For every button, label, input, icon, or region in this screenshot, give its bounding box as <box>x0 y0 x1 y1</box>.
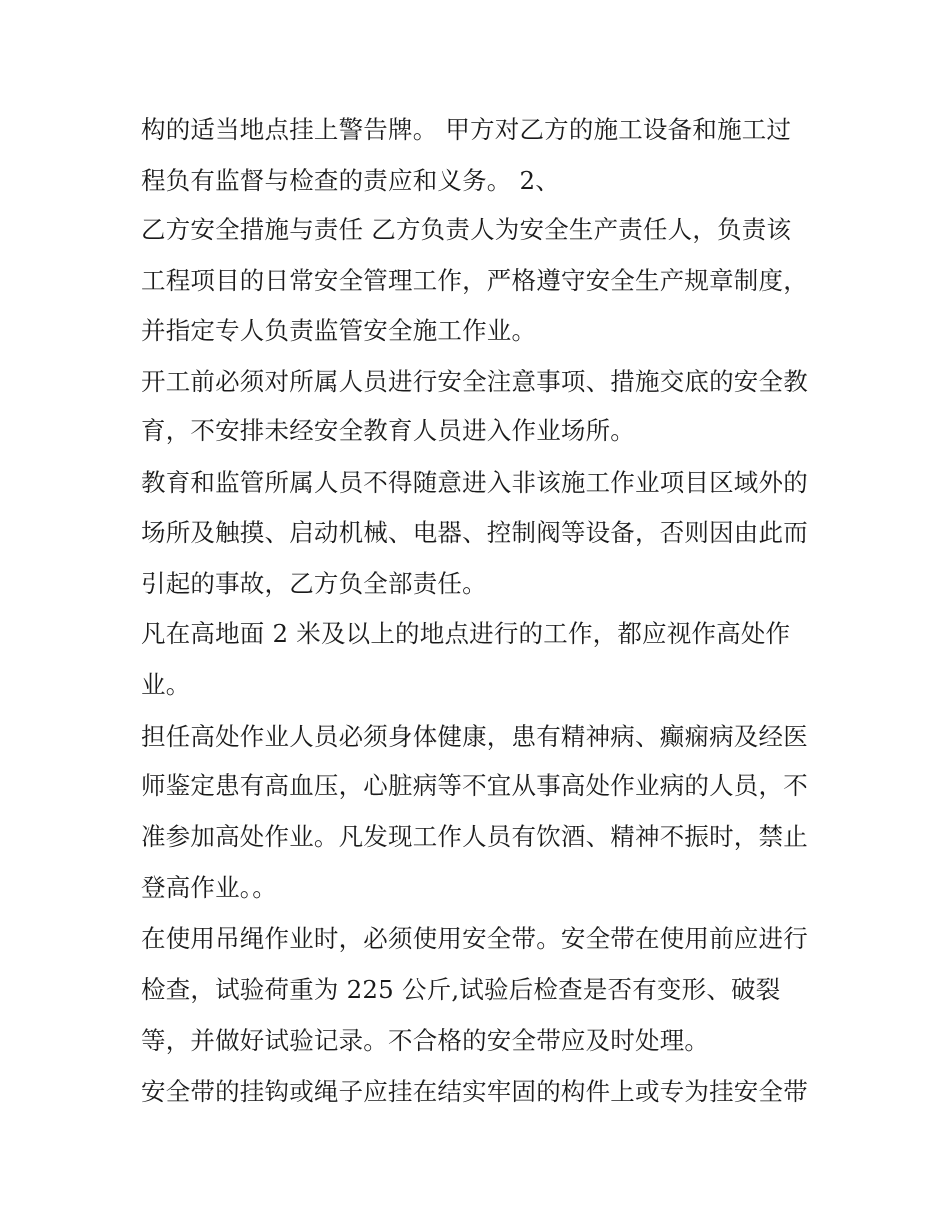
text-line: 并指定专人负责监管安全施工作业。 <box>141 316 537 345</box>
text-line: 开工前必须对所属人员进行安全注意事项、措施交底的安全教 <box>141 367 808 396</box>
text-line: 工程项目的日常安全管理工作，严格遵守安全生产规章制度， <box>141 266 808 295</box>
text-line: 场所及触摸、启动机械、电器、控制阀等设备，否则因由此而 <box>141 518 808 547</box>
text-line: 等，并做好试验记录。不合格的安全带应及时处理。 <box>141 1026 710 1055</box>
text-line: 引起的事故，乙方负全部责任。 <box>141 569 487 598</box>
text-line: 师鉴定患有高血压，心脏病等不宜从事高处作业病的人员，不 <box>141 771 808 800</box>
text-line: 构的适当地点挂上警告牌。 甲方对乙方的施工设备和施工过 <box>141 115 792 144</box>
text-line: 教育和监管所属人员不得随意进入非该施工作业项目区域外的 <box>141 468 808 497</box>
text-line: 育，不安排未经安全教育人员进入作业场所。 <box>141 416 635 445</box>
text-line: 业。 <box>141 670 191 699</box>
text-line: 程负有监督与检查的责应和义务。 2、 <box>141 166 560 195</box>
text-line: 担任高处作业人员必须身体健康，患有精神病、癫痫病及经医 <box>141 722 808 751</box>
text-line: 登高作业。。 <box>141 873 277 902</box>
text-line: 凡在高地面 2 米及以上的地点进行的工作，都应视作高处作 <box>141 619 791 648</box>
text-line: 检查，试验荷重为 225 公斤,试验后检查是否有变形、破裂 <box>141 975 781 1004</box>
text-line: 乙方安全措施与责任 乙方负责人为安全生产责任人，负责该 <box>141 215 792 244</box>
text-line: 准参加高处作业。凡发现工作人员有饮酒、精神不振时，禁止 <box>141 822 808 851</box>
text-line: 安全带的挂钩或绳子应挂在结实牢固的构件上或专为挂安全带 <box>141 1077 808 1106</box>
text-line: 在使用吊绳作业时，必须使用安全带。安全带在使用前应进行 <box>141 924 808 953</box>
